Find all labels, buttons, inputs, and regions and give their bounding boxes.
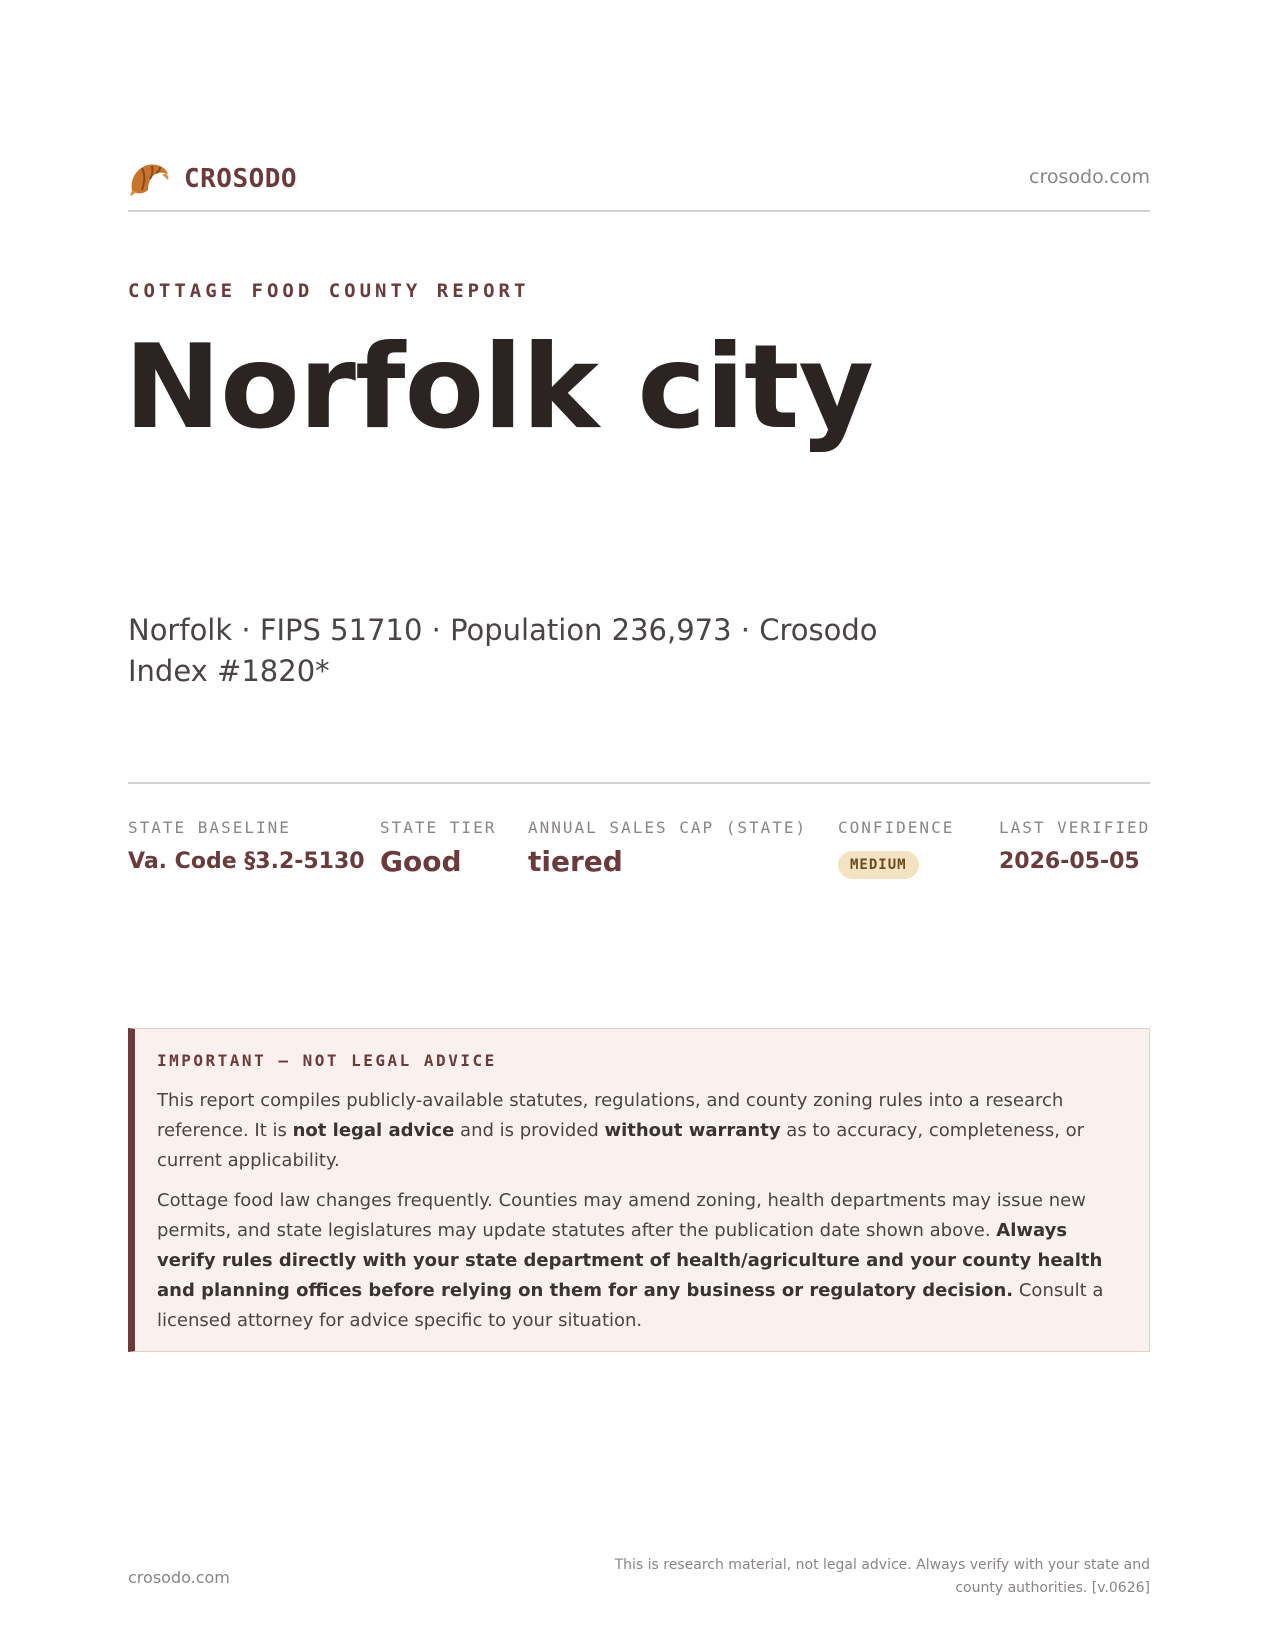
report-eyebrow: COTTAGE FOOD COUNTY REPORT xyxy=(128,280,530,302)
notice-text: and is provided xyxy=(454,1120,605,1141)
stat-state-tier xyxy=(380,818,496,878)
notice-paragraph xyxy=(157,1186,1125,1336)
stat-label: STATE BASELINE xyxy=(128,818,291,837)
page-title: Norfolk city xyxy=(124,320,874,455)
footer-disclaimer: This is research material, not legal advice. Always verify with your state and county authorities. [v.0626] xyxy=(614,1557,1150,1596)
stat-label: STATE TIER xyxy=(380,818,497,837)
stat-label: LAST VERIFIED xyxy=(999,818,1151,837)
stat-value: 2026-05-05 xyxy=(999,849,1140,874)
notice-text: Cottage food law changes frequently. Counties may amend zoning, health departments may issue new permits, and state legislatures may update statutes after the publication date shown above. xyxy=(157,1190,1086,1241)
stat-sales-cap xyxy=(528,818,807,878)
stat-value: Good xyxy=(380,845,462,878)
notice-emphasis: not legal advice xyxy=(292,1120,455,1141)
stat-label: CONFIDENCE xyxy=(838,818,955,837)
stat-value: Va. Code §3.2-5130 xyxy=(128,849,365,874)
notice-text: as to accuracy, completeness, or current applicability. xyxy=(157,1120,1085,1171)
status-badge: MEDIUM xyxy=(838,851,919,879)
notice-text: Consult a licensed attorney for advice specific to your situation. xyxy=(157,1280,1104,1331)
stat-value: tiered xyxy=(528,845,623,878)
stat-state-baseline xyxy=(128,818,365,874)
notice-text: This report compiles publicly-available statutes, regulations, and county zoning rules into a research reference. It is xyxy=(157,1090,1064,1141)
stat-confidence xyxy=(838,818,954,879)
report-page xyxy=(124,0,1151,1650)
stat-last-verified xyxy=(999,818,1150,874)
notice-emphasis: Always verify rules directly with your state department of health/agriculture and your county health and planning offices before relying on them for any business or regulatory decision. xyxy=(157,1220,1103,1301)
footer-site-link[interactable]: crosodo.com xyxy=(128,1568,230,1587)
page-header xyxy=(128,160,1150,212)
legal-notice xyxy=(128,1028,1150,1352)
site-link[interactable]: crosodo.com xyxy=(1029,166,1150,188)
notice-paragraph xyxy=(157,1086,1125,1176)
notice-title: IMPORTANT — NOT LEGAL ADVICE xyxy=(157,1051,497,1070)
croissant-icon xyxy=(128,160,170,198)
brand-name: CROSODO xyxy=(184,164,298,194)
stat-label: ANNUAL SALES CAP (STATE) xyxy=(528,818,808,837)
report-subtitle: Norfolk · FIPS 51710 · Population 236,973 · Crosodo Index #1820* xyxy=(128,613,878,688)
divider xyxy=(128,782,1150,784)
brand[interactable] xyxy=(128,160,297,198)
notice-emphasis: without warranty xyxy=(604,1120,781,1141)
